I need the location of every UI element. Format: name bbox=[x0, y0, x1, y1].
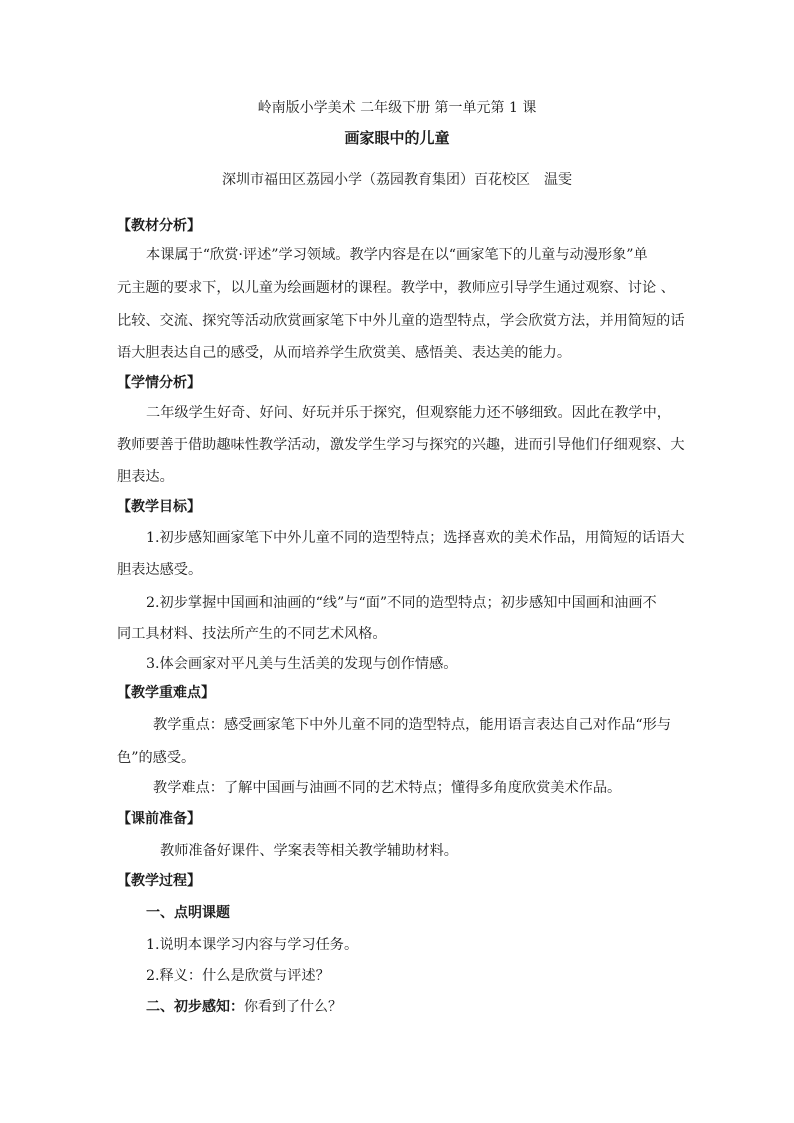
paragraph-line: 教师要善于借助趣味性教学活动，激发学生学习与探究的兴趣，进而引导他们仔细观察、大 bbox=[117, 437, 685, 453]
course-info: 岭南版小学美术 二年级下册 第一单元第 1 课 bbox=[257, 100, 537, 116]
section-heading-key-points: 【教学重难点】 bbox=[117, 685, 215, 701]
paragraph-line: 1.说明本课学习内容与学习任务。 bbox=[146, 937, 359, 953]
paragraph-line: 教师准备好课件、学案表等相关教学辅助材料。 bbox=[160, 843, 458, 859]
section-heading-goals: 【教学目标】 bbox=[117, 499, 201, 515]
paragraph-line: 3.体会画家对平凡美与生活美的发现与创作情感。 bbox=[146, 656, 458, 672]
section-heading-preparation: 【课前准备】 bbox=[117, 811, 201, 827]
paragraph-line: 语大胆表达自己的感受，从而培养学生欣赏美、感悟美、表达美的能力。 bbox=[117, 345, 572, 361]
section-heading-process: 【教学过程】 bbox=[117, 873, 201, 889]
section-heading-material: 【教材分析】 bbox=[117, 218, 201, 234]
paragraph-line: 元主题的要求下，以儿童为绘画题材的课程。教学中，教师应引导学生通过观察、讨论 、 bbox=[117, 280, 675, 296]
paragraph-line: 教学难点：了解中国画与油画不同的艺术特点；懂得多角度欣赏美术作品。 bbox=[153, 780, 622, 796]
document-title: 画家眼中的儿童 bbox=[344, 129, 450, 147]
paragraph-line: 1.初步感知画家笔下中外儿童不同的造型特点；选择喜欢的美术作品，用简短的话语大 bbox=[146, 530, 685, 546]
subsection-title-question: 你看到了什么？ bbox=[244, 999, 342, 1015]
paragraph-line: 胆表达感受。 bbox=[117, 562, 203, 578]
subsection-title-label: 二、初步感知： bbox=[146, 999, 244, 1015]
author-info: 深圳市福田区荔园小学（荔园教育集团）百花校区 温雯 bbox=[222, 172, 572, 188]
paragraph-line: 教学重点：感受画家笔下中外儿童不同的造型特点，能用语言表达自己对作品“形与 bbox=[153, 717, 672, 733]
paragraph-line: 2.初步掌握中国画和油画的“线”与“面”不同的造型特点；初步感知中国画和油画不 bbox=[146, 595, 657, 611]
paragraph-line: 比较、交流、探究等活动欣赏画家笔下中外儿童的造型特点，学会欣赏方法，并用简短的话 bbox=[117, 313, 685, 329]
paragraph-line: 2.释义：什么是欣赏与评述？ bbox=[146, 968, 330, 984]
paragraph-line: 二年级学生好奇、好问、好玩并乐于探究，但观察能力还不够细致。因此在教学中， bbox=[146, 405, 671, 421]
paragraph-line: 同工具材料、技法所产生的不同艺术风格。 bbox=[117, 626, 387, 642]
subsection-title: 一、点明课题 bbox=[146, 905, 230, 921]
paragraph-line: 色”的感受。 bbox=[117, 750, 196, 766]
subsection-title bbox=[146, 1000, 706, 1014]
paragraph-line: 胆表达。 bbox=[117, 469, 174, 485]
paragraph-line: 本课属于“欣赏·评述”学习领域。教学内容是在以“画家笔下的儿童与动漫形象”单 bbox=[146, 247, 648, 263]
section-heading-students: 【学情分析】 bbox=[117, 375, 201, 391]
